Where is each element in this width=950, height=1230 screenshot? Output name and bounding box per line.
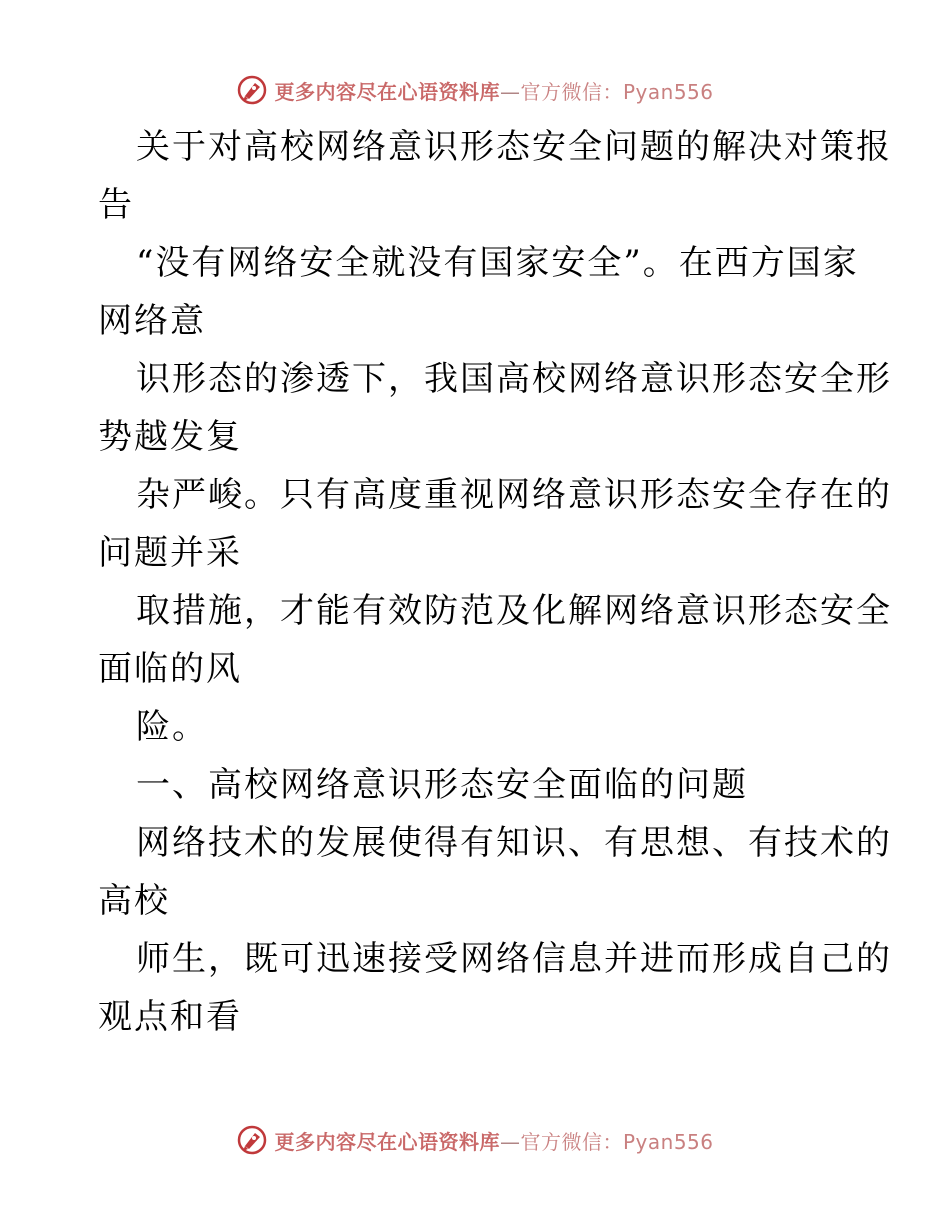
text-line: 问题并采 <box>98 533 242 573</box>
watermark-wechat-label: 官方微信： <box>520 1129 623 1154</box>
text-line: 险。 <box>136 707 208 747</box>
text-line: 势越发复 <box>98 417 242 457</box>
text-line: 一、高校网络意识形态安全面临的问题 <box>136 765 748 805</box>
text-line: 师生，既可迅速接受网络信息并进而形成自己的 <box>136 939 892 979</box>
text-line: 网络技术的发展使得有知识、有思想、有技术的 <box>136 823 892 863</box>
text-line: 告 <box>98 185 134 225</box>
text-line: 高校 <box>98 881 170 921</box>
watermark-dash: — <box>499 79 521 104</box>
footer-watermark <box>0 1120 950 1160</box>
text-line: 面临的风 <box>98 649 242 689</box>
watermark-text <box>274 76 713 105</box>
text-line: 网络意 <box>98 301 206 341</box>
text-line: “没有网络安全就没有国家安全”。在西方国家 <box>136 243 859 283</box>
watermark-wechat-label: 官方微信： <box>520 79 623 104</box>
text-line: 观点和看 <box>98 997 242 1037</box>
watermark-wechat-id: Pyan556 <box>622 1129 714 1154</box>
watermark-main: 更多内容尽在心语资料库 <box>274 79 500 104</box>
watermark-main: 更多内容尽在心语资料库 <box>274 1129 500 1154</box>
text-line: 关于对高校网络意识形态安全问题的解决对策报 <box>136 127 892 167</box>
text-line: 杂严峻。只有高度重视网络意识形态安全存在的 <box>136 475 892 515</box>
pen-nib-logo-icon <box>236 74 268 106</box>
pen-nib-logo-icon <box>236 1124 268 1156</box>
text-line: 识形态的渗透下，我国高校网络意识形态安全形 <box>136 359 892 399</box>
watermark-text <box>274 1126 713 1155</box>
document-body <box>98 118 892 1046</box>
header-watermark <box>0 70 950 110</box>
watermark-wechat-id: Pyan556 <box>622 79 714 104</box>
watermark-dash: — <box>499 1129 521 1154</box>
text-line: 取措施，才能有效防范及化解网络意识形态安全 <box>136 591 892 631</box>
